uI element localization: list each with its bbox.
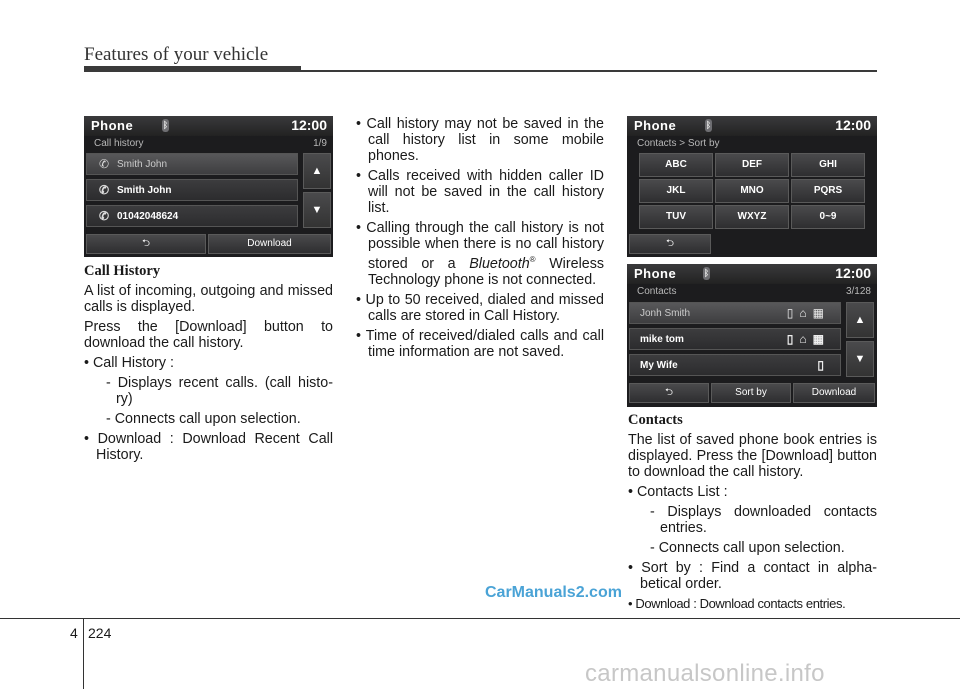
phone-call-icon: ✆ <box>99 209 110 223</box>
back-arrow-icon: ⮌ <box>664 387 673 398</box>
bullet-text: • Calling through the call history is not possible when there is no call history stored or a <box>356 220 604 272</box>
screen-subbar <box>627 136 877 152</box>
back-button[interactable] <box>629 383 709 403</box>
scroll-down-button[interactable] <box>303 192 331 228</box>
bluetooth-icon: ᛒ <box>705 120 712 130</box>
screen-subtitle: Contacts > Sort by <box>637 138 720 149</box>
paragraph: A list of incoming, outgoing and missed calls is displayed. <box>84 283 333 315</box>
arrow-down-icon: ▼ <box>854 353 866 365</box>
scroll-down-button[interactable] <box>846 341 874 377</box>
screen-topbar <box>627 264 877 284</box>
paragraph: Press the [Download] button to download the call history. <box>84 319 333 351</box>
screen-app-title: Phone <box>634 118 677 133</box>
back-button[interactable] <box>629 234 711 254</box>
screen-clock: 12:00 <box>835 265 871 281</box>
sort-key-abc[interactable]: ABC <box>639 153 713 177</box>
sort-key-wxyz[interactable]: WXYZ <box>715 205 789 229</box>
screen-subbar <box>84 136 333 152</box>
screen-count: 3/128 <box>845 286 871 297</box>
page-header-title: Features of your vehicle <box>84 44 269 65</box>
bluetooth-icon: ᛒ <box>162 120 169 130</box>
contact-row[interactable] <box>629 302 841 324</box>
sort-key-ghi[interactable]: GHI <box>791 153 865 177</box>
contact-number-icons: ▯⌂▦ <box>786 306 830 320</box>
contacts-sortby-screenshot <box>627 116 877 257</box>
back-arrow-icon: ⮌ <box>141 238 150 249</box>
screen-topbar <box>627 116 877 136</box>
contact-row[interactable] <box>629 328 841 350</box>
site-footer: carmanualsonline.info <box>585 660 825 687</box>
phone-call-icon: ✆ <box>99 157 110 171</box>
footer-rule <box>0 618 960 619</box>
row-label: My Wife <box>640 360 678 371</box>
bluetooth-brand: Bluetooth <box>469 255 530 272</box>
download-label: Download <box>247 238 292 249</box>
mobile-phone-icon: ▯ <box>817 358 830 372</box>
sort-key-pqrs[interactable]: PQRS <box>791 179 865 203</box>
screen-topbar <box>84 116 333 136</box>
contacts-list-screenshot <box>627 264 877 407</box>
scroll-up-button[interactable] <box>303 153 331 189</box>
screen-subbar <box>627 284 877 300</box>
download-button[interactable] <box>793 383 875 403</box>
arrow-up-icon: ▲ <box>854 314 866 326</box>
contact-row[interactable] <box>629 354 841 376</box>
header-line <box>301 70 877 72</box>
sort-key-tuv[interactable]: TUV <box>639 205 713 229</box>
sort-key-jkl[interactable]: JKL <box>639 179 713 203</box>
bullet-item: • Calls received with hidden caller ID will not be saved in the call history list. <box>356 168 604 216</box>
sort-by-button[interactable] <box>711 383 791 403</box>
dash-item: - Connects call upon selection. <box>106 411 301 427</box>
download-label: Download <box>811 387 857 398</box>
bluetooth-icon: ᛒ <box>703 268 710 278</box>
call-history-screenshot <box>84 116 333 257</box>
column-contacts <box>628 412 877 616</box>
call-history-row[interactable] <box>86 153 298 175</box>
sort-key-def[interactable]: DEF <box>715 153 789 177</box>
bullet-item: • Sort by : Find a contact in alpha-betical order. <box>628 560 877 592</box>
screen-clock: 12:00 <box>835 117 871 133</box>
row-label: mike tom <box>640 334 684 345</box>
section-heading: Call History <box>84 263 161 279</box>
bullet-item: • Download : Download Recent Call History. <box>84 431 333 463</box>
screen-app-title: Phone <box>91 118 134 133</box>
call-history-row[interactable] <box>86 179 298 201</box>
row-label: Smith John <box>117 185 172 196</box>
screen-clock: 12:00 <box>291 117 327 133</box>
back-arrow-icon: ⮌ <box>665 238 674 249</box>
row-label: Smith John <box>117 159 168 170</box>
scroll-up-button[interactable] <box>846 302 874 338</box>
row-label: 01042048624 <box>117 211 179 222</box>
section-number: 4 <box>70 625 78 641</box>
dash-item: - Connects call upon selection. <box>650 540 845 556</box>
arrow-down-icon: ▼ <box>311 204 323 216</box>
screen-app-title: Phone <box>634 266 677 281</box>
footer-divider <box>83 618 84 689</box>
watermark-link[interactable]: CarManuals2.com <box>485 584 622 601</box>
phone-call-icon: ✆ <box>99 183 110 197</box>
bullet-item: • Contacts List : <box>628 484 728 500</box>
bullet-item: • Download : Download contacts entries. <box>628 596 846 611</box>
column-notes <box>356 116 604 364</box>
page-number: 224 <box>88 625 112 641</box>
column-call-history <box>84 263 333 467</box>
header-bar <box>84 66 301 72</box>
download-button[interactable] <box>208 234 331 254</box>
bullet-item <box>356 220 604 288</box>
screen-subtitle: Call history <box>94 138 144 149</box>
contact-number-icons: ▯⌂▦ <box>786 332 830 346</box>
dash-item: - Displays downloaded contacts entries. <box>650 504 877 536</box>
sort-key-mno[interactable]: MNO <box>715 179 789 203</box>
dash-item: - Displays recent calls. (call histo-ry) <box>106 375 333 407</box>
bullet-item: • Call history may not be saved in the call history list in some mobile phones. <box>356 116 604 164</box>
bullet-item: • Call History : <box>84 355 175 371</box>
sort-by-label: Sort by <box>735 387 767 398</box>
arrow-up-icon: ▲ <box>311 165 323 177</box>
registered-mark: ® <box>529 255 536 264</box>
screen-count: 1/9 <box>313 138 327 149</box>
bullet-text: Wireless Technology phone is not connected. <box>368 255 604 288</box>
paragraph: The list of saved phone book entries is displayed. Press the [Download] button to download the call history. <box>628 432 877 480</box>
call-history-row[interactable] <box>86 205 298 227</box>
section-heading: Contacts <box>628 412 683 428</box>
bullet-item: • Time of received/dialed calls and call time information are not saved. <box>356 327 604 360</box>
back-button[interactable] <box>86 234 206 254</box>
row-label: Jonh Smith <box>640 308 691 319</box>
bullet-item: • Up to 50 received, dialed and missed calls are stored in Call History. <box>356 291 604 324</box>
screen-subtitle: Contacts <box>637 286 677 297</box>
sort-key-digits[interactable]: 0~9 <box>791 205 865 229</box>
